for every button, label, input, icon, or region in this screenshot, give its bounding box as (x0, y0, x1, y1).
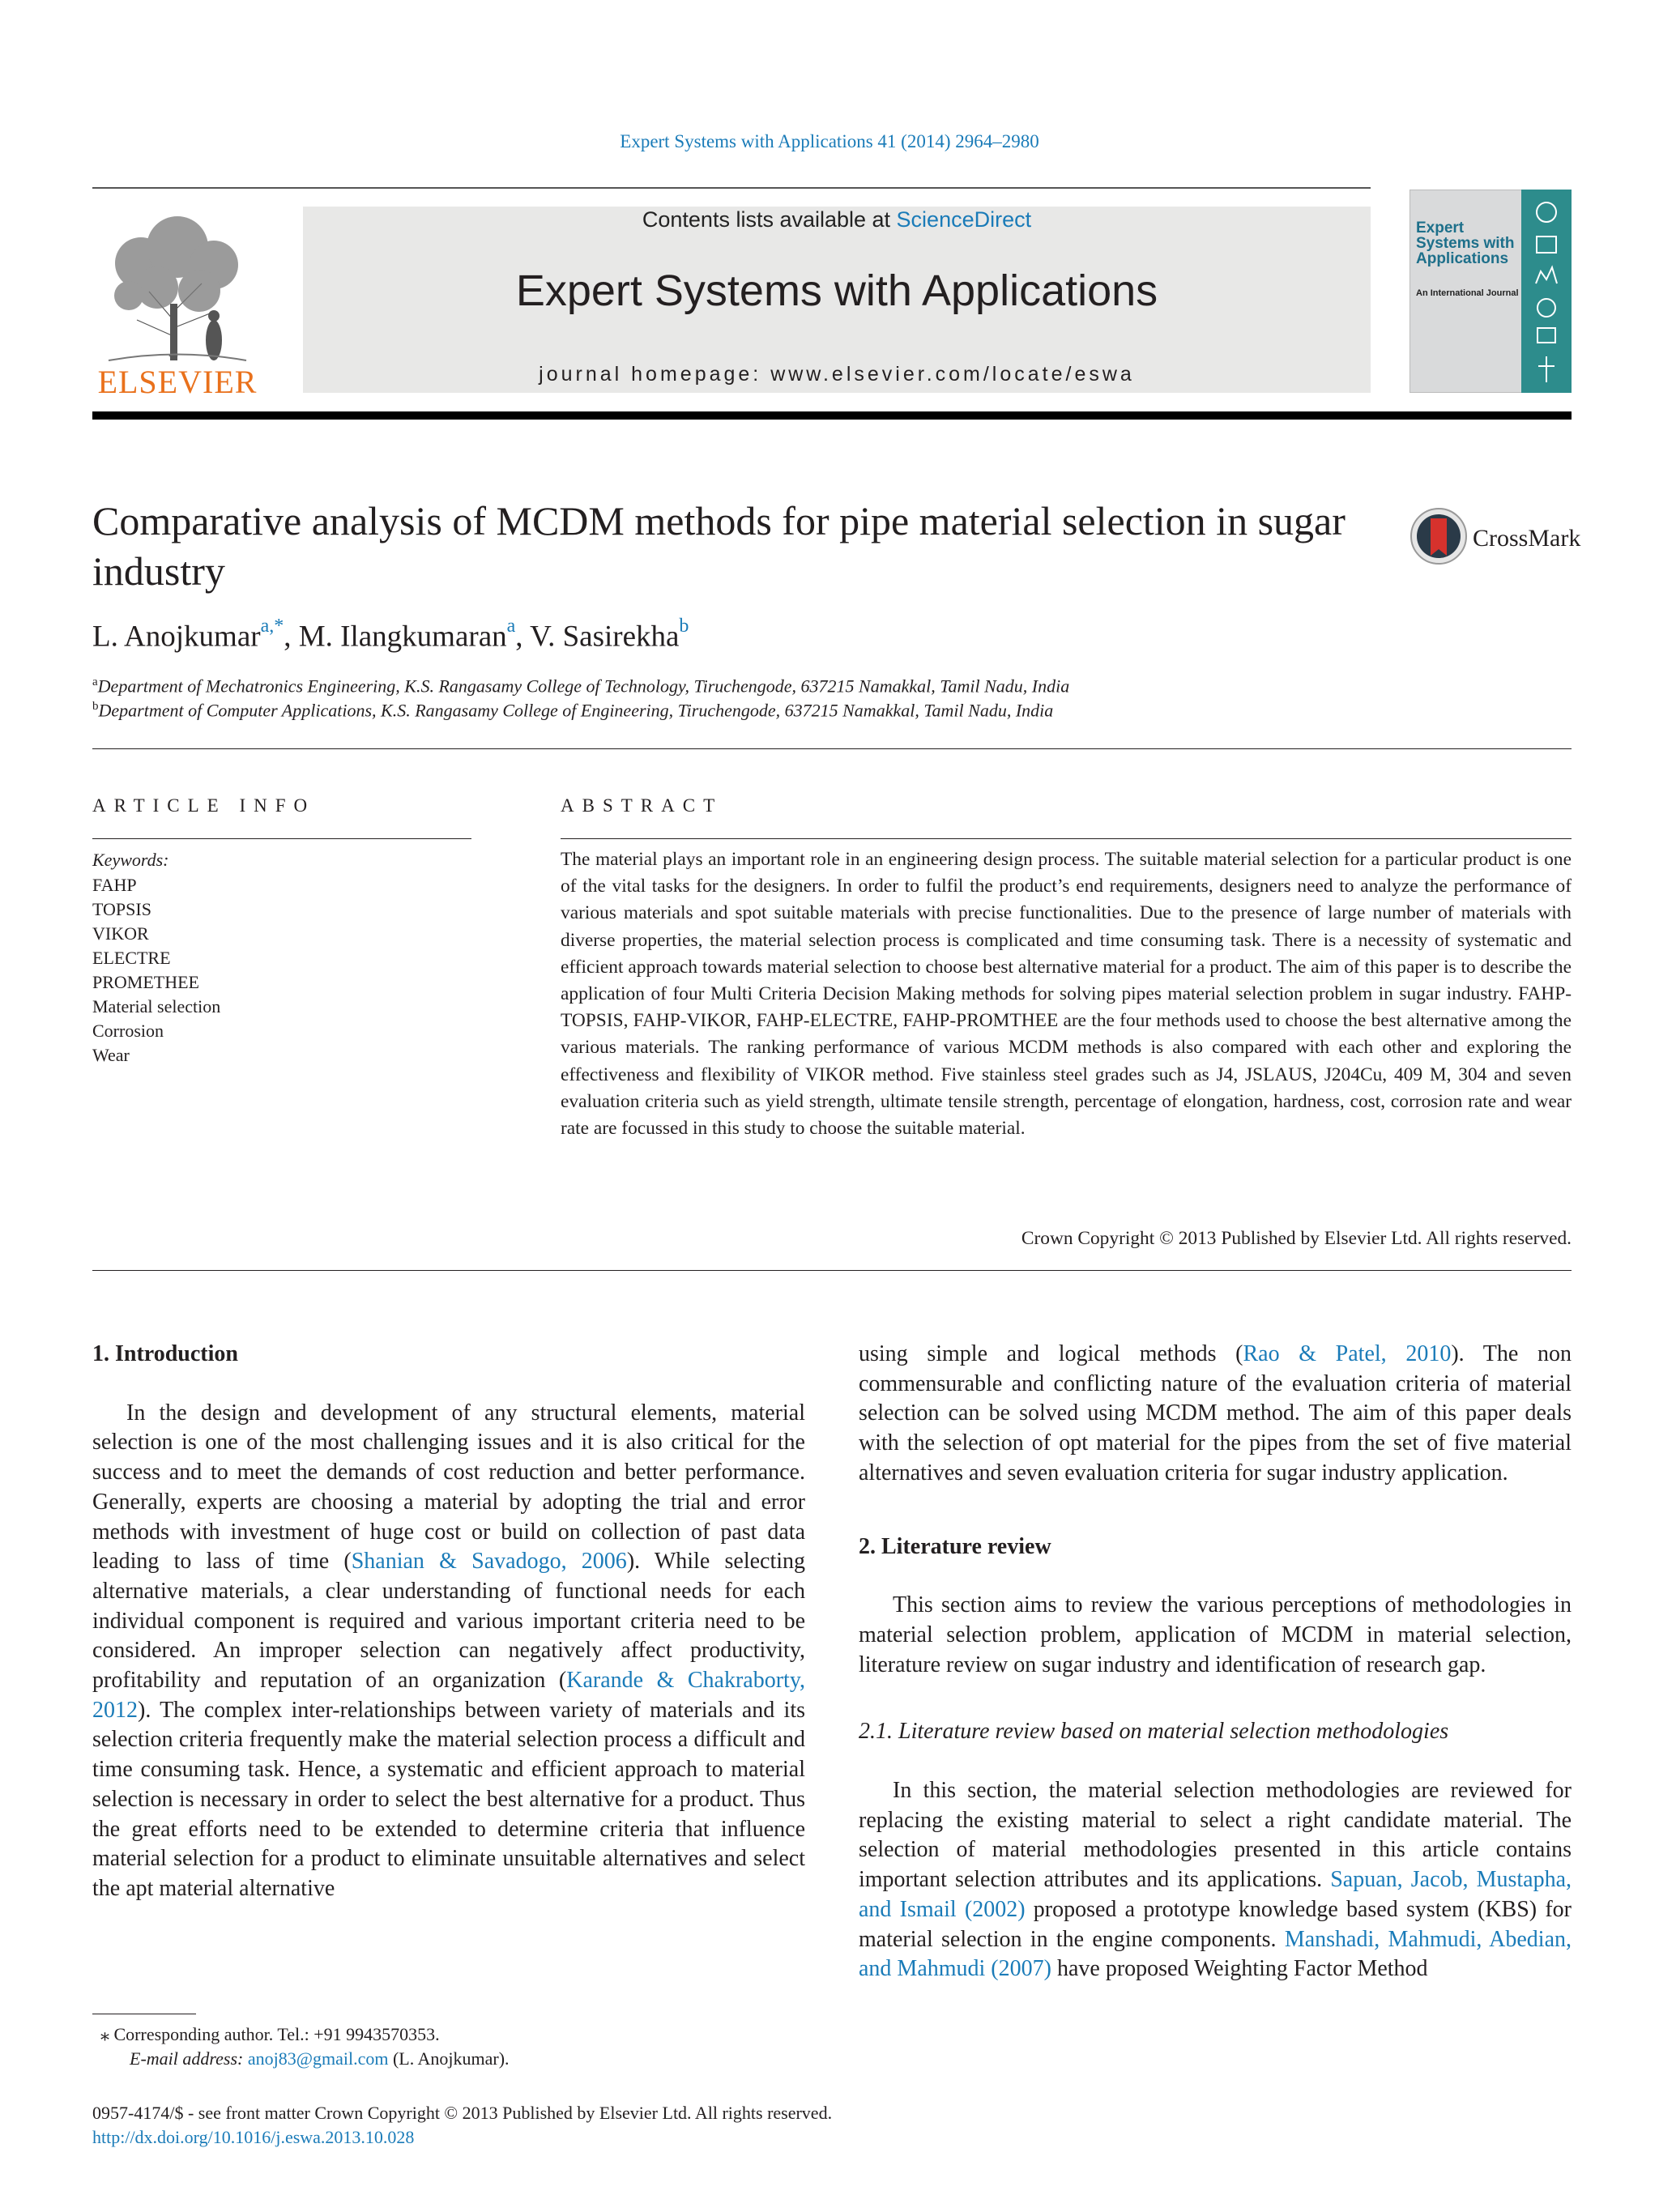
crossmark-icon[interactable] (1410, 507, 1468, 565)
body-text: In this section, the material selection methodologies are reviewed for replacing the existing material to select a right candidate material. The selection of material methodologies presented in this article contains important selection attributes and its applications. (859, 1778, 1572, 1893)
cover-subtitle: An International Journal (1416, 288, 1519, 298)
keyword-item: TOPSIS (92, 899, 151, 919)
body-text: have proposed Weighting Factor Method (1051, 1956, 1428, 1982)
intro-text: ). While selecting alternative materials, a clear understanding of functional needs for each individual component is required and various important criteria need to be considered. An improper selection can negatively affect productivity, profitability and reputation of an organization ( (92, 1549, 806, 1694)
intro-text: ). The complex inter-relationships between variety of materials and its selection criteria frequently make the material selection process a difficult and time consuming task. Hence, a systematic and efficient approach to material selection is necessary in order to select the best alternative for a product. Thus the great efforts need to be extended to determine criteria that influence material selection for a product to eliminate unsuitable alternatives and select the apt material alternative (92, 1697, 805, 1901)
abstract-heading: ABSTRACT (561, 795, 723, 816)
email-label: E-mail address: (130, 2048, 248, 2069)
literature-review-paragraph: This section aims to review the various perceptions of methodologies in material selection problem, application of MCDM in material selection, literature review on sugar industry and identification of research gap. (859, 1592, 1572, 1677)
intro-paragraph (92, 1399, 805, 1904)
affiliation-text: Department of Mechatronics Engineering, K.S. Rangasamy College of Technology, Tiruchengode, 637215 Namakkal, Tamil Nadu, India (97, 676, 1070, 697)
author-affil-marker[interactable]: b (679, 616, 689, 637)
intro-text: In the design and development of any structural elements, material selection is one of the most challenging issues and it is also critical for the success and to meet the demands of cost reduction and better performance. Generally, experts are choosing a material by adopting the trial and error methods with investment of huge cost or build on collection of past data leading to lass of time ( (92, 1400, 805, 1575)
corresponding-author-note: ⁎ Corresponding author. Tel.: +91 9943570353. (100, 2024, 440, 2044)
journal-citation[interactable]: Expert Systems with Applications 41 (2014) 2964–2980 (620, 131, 1039, 151)
cover-icons (1525, 194, 1568, 389)
article-title: Comparative analysis of MCDM methods for pipe material selection in sugar industry (92, 498, 1346, 594)
email-suffix: (L. Anojkumar). (388, 2048, 510, 2069)
citation-link[interactable]: Rao & Patel, 2010 (1243, 1341, 1452, 1366)
methodologies-paragraph (859, 1776, 1572, 1984)
author-name[interactable]: L. Anojkumar (92, 620, 261, 654)
email-link[interactable]: anoj83@gmail.com (247, 2048, 389, 2069)
issn-line: 0957-4174/$ - see front matter Crown Copyright © 2013 Published by Elsevier Ltd. All rights reserved. (92, 2103, 833, 2123)
journal-title: Expert Systems with Applications (515, 266, 1158, 315)
author-name[interactable]: M. Ilangkumaran (298, 620, 507, 654)
keyword-item: Material selection (92, 996, 221, 1016)
citation-link[interactable]: Manshadi, Mahmudi, Abedian, and Mahmudi (2007) (859, 1926, 1572, 1982)
subsection-heading: 2.1. Literature review based on material selection methodologies (859, 1719, 1449, 1745)
email-note (130, 2048, 510, 2069)
author-list: L. Anojkumar$^{a,*}$, M. Ilangkumaran$^a$, V. Sasirekha$^b$ (92, 616, 689, 654)
citation-link[interactable]: Sapuan, Jacob, Mustapha, and Ismail (2002) (859, 1867, 1572, 1922)
left-column (92, 1340, 805, 1904)
abstract-copyright: Crown Copyright © 2013 Published by Elsevier Ltd. All rights reserved. (1021, 1228, 1572, 1249)
contents-prefix: Contents lists available at (642, 207, 897, 232)
keyword-item: VIKOR (92, 923, 149, 944)
abstract-bottom-rule (92, 1270, 1572, 1271)
cover-title: Expert Systems with Applications (1416, 219, 1515, 267)
intro-text: ). The non commensurable and conflicting nature of the evaluation criteria of material selection can be solved using MCDM method. The aim of this paper deals with the selection of opt material for the pipes from the set of five material alternatives and seven evaluation criteria for sugar industry application. (859, 1341, 1572, 1485)
title-block-rule (92, 748, 1572, 749)
affiliation-marker: b (92, 700, 99, 713)
keyword-item: PROMETHEE (92, 972, 199, 992)
right-column (859, 1340, 1572, 1984)
affiliation-marker: a (92, 676, 98, 688)
body-text: proposed a prototype knowledge based system (KBS) for material selection in the engine components. (859, 1896, 1572, 1952)
section-heading-literature-review: 2. Literature review (859, 1533, 1051, 1559)
abstract-text: The material plays an important role in an engineering design process. The suitable material selection for a particular product is one of the vital tasks for the designers. In order to fulfil the product’s end requirements, designers need to analyze the performance of various materials and spot suitable materials with precise functionalities. Due to the presence of large number of materials with diverse properties, the material selection process is complicated and time consuming task. There is a necessity of systematic and efficient approach towards material selection to choose best alternative material for a product. The aim of this paper is to describe the application of four Multi Criteria Decision Making methods for solving pipes material selection problem in sugar industry. FAHP-TOPSIS, FAHP-VIKOR, FAHP-ELECTRE, FAHP-PROMTHEE are the four methods used to choose the best alternative among the various materials. The ranking performance of various MCDM methods is also compared with each other and exploring the effectiveness and flexibility of VIKOR method. Five stainless steel grades such as J4, JSLAUS, J204Cu, 409 M, 304 and seven evaluation criteria such as yield strength, ultimate tensile strength, percentage of elongation, hardness, cost, corrosion rate and wear rate are focussed in this study to choose the suitable material. (561, 849, 1572, 1140)
affiliation-text: Department of Computer Applications, K.S. Rangasamy College of Engineering, Tiruchengode, 637215 Namakkal, Tamil Nadu, India (98, 700, 1054, 721)
author-affil-marker[interactable]: a (506, 616, 516, 637)
article-info-rule (92, 838, 471, 839)
citation-link[interactable]: Karande & Chakraborty, 2012 (92, 1668, 806, 1723)
elsevier-wordmark: ELSEVIER (97, 364, 258, 400)
article-info-heading: ARTICLE INFO (92, 795, 316, 816)
keyword-item: Wear (92, 1045, 130, 1065)
affiliation (92, 676, 1575, 697)
keyword-item: ELECTRE (92, 948, 171, 968)
keyword-item: Corrosion (92, 1021, 164, 1041)
keywords-label: Keywords: (92, 850, 169, 870)
contents-line (303, 207, 1371, 232)
keyword-list (92, 873, 220, 1068)
sciencedirect-link[interactable]: ScienceDirect (896, 207, 1032, 232)
author-affil-marker[interactable]: a,* (260, 616, 284, 637)
journal-homepage[interactable]: journal homepage: www.elsevier.com/locate/eswa (539, 363, 1135, 386)
crossmark-label[interactable]: CrossMark (1473, 525, 1581, 552)
doi-link[interactable]: http://dx.doi.org/10.1016/j.eswa.2013.10.028 (92, 2127, 415, 2147)
intro-text: using simple and logical methods ( (859, 1341, 1243, 1366)
abstract-rule (561, 838, 1572, 839)
citation-link[interactable]: Shanian & Savadogo, 2006 (351, 1549, 627, 1575)
section-heading-introduction: 1. Introduction (92, 1341, 238, 1366)
author-name[interactable]: V. Sasirekha (530, 620, 680, 654)
keyword-item: FAHP (92, 875, 137, 895)
intro-continued-paragraph (859, 1340, 1572, 1489)
affiliation (92, 700, 1575, 721)
header-rule (92, 187, 1371, 189)
header-thick-rule (92, 411, 1572, 420)
